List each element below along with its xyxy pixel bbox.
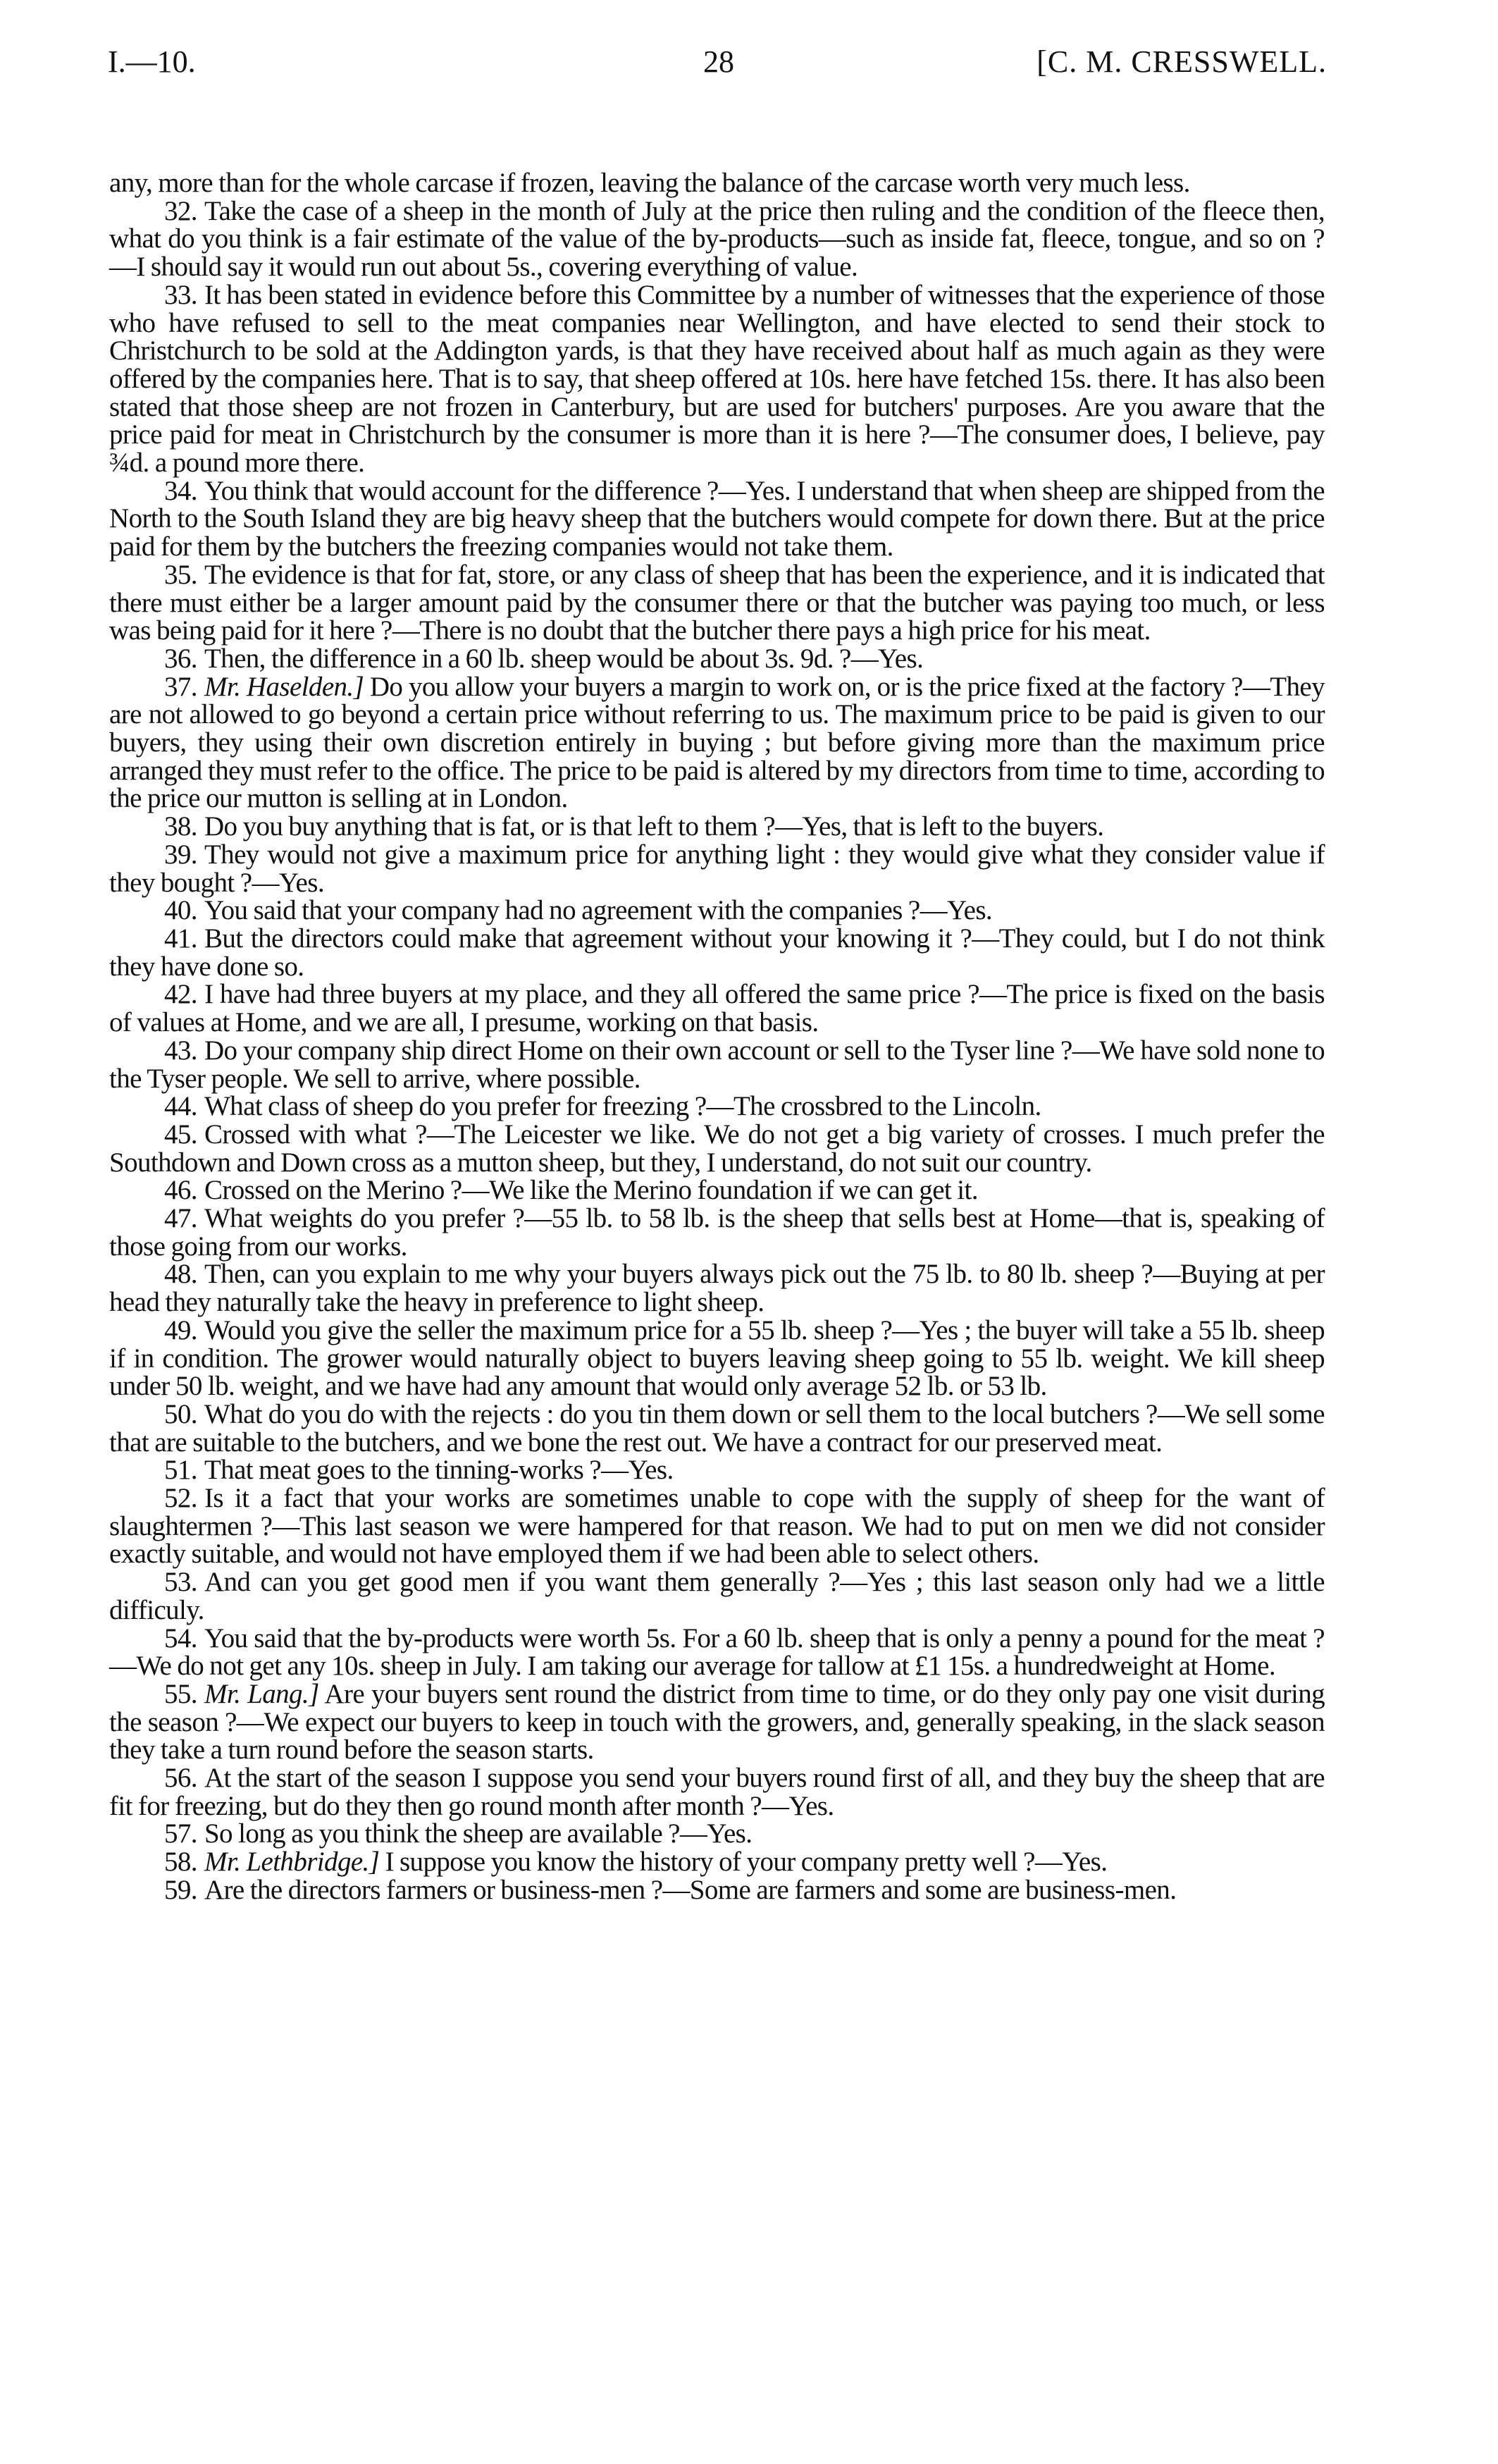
question-paragraph bbox=[109, 813, 1325, 841]
question-paragraph bbox=[109, 980, 1325, 1036]
question-text: At the start of the season I suppose you send your buyers round first of all, and they buy the sheep that are fit for freezing, but do they then go round month after month ?—Yes. bbox=[109, 1763, 1325, 1821]
question-number: 43. bbox=[164, 1035, 197, 1066]
question-number: 53. bbox=[164, 1567, 197, 1598]
question-text: What do you do with the rejects : do you tin them down or sell them to the local butchers ?—We sell some that are suitable to the butchers, and we bone the rest out. We have a contract for our preserved meat. bbox=[109, 1398, 1325, 1458]
question-paragraph bbox=[109, 1848, 1325, 1876]
question-number: 36. bbox=[164, 643, 197, 674]
question-text: I have had three buyers at my place, and they all offered the same price ?—The price is fixed on the basis of values at Home, and we are all, I presume, working on that basis. bbox=[109, 979, 1325, 1038]
page-number: 28 bbox=[703, 44, 734, 79]
question-number: 33. bbox=[164, 279, 197, 310]
question-paragraph bbox=[109, 1680, 1325, 1764]
question-text: But the directors could make that agreement without your knowing it ?—They could, but I do not think they have done so. bbox=[109, 923, 1325, 982]
page-header bbox=[108, 44, 1327, 86]
question-number: 51. bbox=[164, 1455, 197, 1486]
question-text: Do you allow your buyers a margin to work on, or is the price fixed at the factory ?—They are not allowed to go beyond a certain price without referring to us. The maximum price to be paid is given to our buyers, they using their own discretion entirely in buying ; but before giving more than the maximum price arranged they must refer to the office. The price to be paid is altered by my directors from time to time, according to the price our mutton is selling at in London. bbox=[109, 671, 1325, 814]
question-number: 34. bbox=[164, 475, 197, 506]
question-paragraph bbox=[109, 1037, 1325, 1092]
question-text: Are the directors farmers or business-men ?—Some are farmers and some are business-men. bbox=[204, 1874, 1177, 1905]
question-number: 52. bbox=[164, 1483, 197, 1514]
question-paragraph bbox=[109, 281, 1325, 477]
question-text: That meat goes to the tinning-works ?—Yes. bbox=[204, 1455, 674, 1486]
question-number: 54. bbox=[164, 1622, 197, 1653]
question-number: 41. bbox=[164, 923, 197, 954]
question-number: 48. bbox=[164, 1259, 197, 1290]
question-number: 35. bbox=[164, 559, 197, 590]
question-number: 32. bbox=[164, 195, 197, 226]
question-number: 57. bbox=[164, 1818, 197, 1849]
question-paragraph bbox=[109, 1484, 1325, 1568]
question-number: 55. bbox=[164, 1678, 197, 1709]
question-text: I suppose you know the history of your company pretty well ?—Yes. bbox=[385, 1847, 1108, 1878]
question-paragraph bbox=[109, 1820, 1325, 1848]
question-paragraph bbox=[109, 1205, 1325, 1260]
question-number: 45. bbox=[164, 1119, 197, 1150]
question-text: It has been stated in evidence before this Committee by a number of witnesses that the experience of those who have refused to sell to the meat companies near Wellington, and have elected to send their stock to Christchurch to be sold at the Addington yards, is that they have received about half as much again as they were offered by the companies here. That is to say, that sheep offered at 10s. here have fetched 15s. there. It has also been stated that those sheep are not frozen in Canterbury, but are used for butchers' purposes. Are you aware that the price paid for meat in Christchurch by the consumer is more than it is here ?—The consumer does, I believe, pay ¾d. a pound more there. bbox=[109, 279, 1325, 479]
question-text: They would not give a maximum price for anything light : they would give what they consider value if they bought ?—Yes. bbox=[109, 839, 1325, 898]
question-paragraph bbox=[109, 645, 1325, 673]
question-paragraph bbox=[109, 673, 1325, 813]
question-number: 49. bbox=[164, 1314, 197, 1345]
question-paragraph bbox=[109, 925, 1325, 980]
question-number: 58. bbox=[164, 1847, 197, 1878]
question-text: You think that would account for the difference ?—Yes. I understand that when sheep are shipped from the North to the South Island they are big heavy sheep that the butchers would compete for down there. But at the price paid for them by the butchers the freezing companies would not take them. bbox=[109, 475, 1325, 562]
question-paragraph bbox=[109, 1314, 1325, 1402]
question-number: 47. bbox=[164, 1203, 197, 1234]
question-number: 59. bbox=[164, 1874, 197, 1905]
question-number: 39. bbox=[164, 839, 197, 870]
question-text: Is it a fact that your works are sometimes unable to cope with the supply of sheep for the want of slaughtermen ?—This last season we were hampered for that reason. We had to put on men we did not consider exactly suitable, and would not have employed them if we had been able to select others. bbox=[109, 1483, 1325, 1570]
question-paragraph bbox=[109, 561, 1325, 645]
question-paragraph bbox=[109, 1568, 1325, 1624]
question-text: Crossed with what ?—The Leicester we like. We do not get a big variety of crosses. I much prefer the Southdown and Down cross as a mutton sheep, but they, I understand, do not suit our country. bbox=[109, 1119, 1325, 1178]
speaker-name: Mr. Lang.] bbox=[204, 1678, 319, 1709]
question-number: 50. bbox=[164, 1398, 197, 1429]
question-paragraph bbox=[109, 1176, 1325, 1205]
witness-name: [C. M. CRESSWELL. bbox=[1036, 44, 1327, 79]
question-text: Are your buyers sent round the district from time to time, or do they only pay one visit during the season ?—We expect our buyers to keep in touch with the growers, and, generally speaking, in the slack season they take a turn round before the season starts. bbox=[109, 1678, 1325, 1766]
document-body bbox=[109, 169, 1325, 1904]
question-paragraph bbox=[109, 1456, 1325, 1484]
question-text: Crossed on the Merino ?—We like the Merino foundation if we can get it. bbox=[204, 1175, 978, 1206]
question-text: Do you buy anything that is fat, or is that left to them ?—Yes, that is left to the buyers. bbox=[204, 811, 1104, 842]
question-number: 42. bbox=[164, 979, 197, 1010]
question-paragraph bbox=[109, 1092, 1325, 1121]
question-number: 46. bbox=[164, 1175, 197, 1206]
question-paragraph bbox=[109, 1622, 1325, 1682]
question-text: Do your company ship direct Home on their own account or sell to the Tyser line ?—We have sold none to the Tyser people. We sell to arrive, where possible. bbox=[109, 1035, 1325, 1094]
question-number: 38. bbox=[164, 811, 197, 842]
question-text: And can you get good men if you want them generally ?—Yes ; this last season only had we a little difficuly. bbox=[109, 1567, 1325, 1625]
question-text: Then, can you explain to me why your buyers always pick out the 75 lb. to 80 lb. sheep ?—Buying at per head they naturally take the heavy in preference to light sheep. bbox=[109, 1259, 1325, 1318]
question-number: 44. bbox=[164, 1091, 197, 1122]
speaker-name: Mr. Lethbridge.] bbox=[204, 1847, 380, 1878]
question-text: Then, the difference in a 60 lb. sheep would be about 3s. 9d. ?—Yes. bbox=[204, 643, 924, 674]
continuation-paragraph: any, more than for the whole carcase if frozen, leaving the balance of the carcase worth very much less. bbox=[109, 168, 1190, 198]
question-number: 37. bbox=[164, 671, 197, 702]
question-paragraph bbox=[109, 897, 1325, 925]
question-text: So long as you think the sheep are available ?—Yes. bbox=[204, 1818, 753, 1849]
question-number: 56. bbox=[164, 1763, 197, 1794]
question-paragraph bbox=[109, 1764, 1325, 1820]
question-text: What weights do you prefer ?—55 lb. to 58 lb. is the sheep that sells best at Home—that is, speaking of those going from our works. bbox=[109, 1203, 1325, 1262]
question-paragraph bbox=[109, 1400, 1325, 1456]
question-paragraph bbox=[109, 1876, 1325, 1904]
question-paragraph bbox=[109, 1260, 1325, 1316]
question-paragraph bbox=[109, 1121, 1325, 1176]
question-text: You said that your company had no agreement with the companies ?—Yes. bbox=[204, 895, 993, 926]
question-text: You said that the by-products were worth 5s. For a 60 lb. sheep that is only a penny a pound for the meat ?—We do not get any 10s. sheep in July. I am taking our average for tallow at £1 15s. a hundredweight at Home. bbox=[109, 1622, 1325, 1682]
question-paragraph bbox=[109, 477, 1325, 561]
document-reference: I.—10. bbox=[108, 44, 196, 79]
question-number: 40. bbox=[164, 895, 197, 926]
question-text: Take the case of a sheep in the month of July at the price then ruling and the condition of the fleece then, what do you think is a fair estimate of the value of the by-products—such as inside fat, fleece, tongue, and so on ?—I should say it would run out about 5s., covering everything of value. bbox=[109, 195, 1325, 283]
question-text: What class of sheep do you prefer for freezing ?—The crossbred to the Lincoln. bbox=[204, 1091, 1041, 1122]
question-paragraph bbox=[109, 197, 1325, 281]
question-paragraph bbox=[109, 841, 1325, 897]
speaker-name: Mr. Haselden.] bbox=[204, 671, 364, 702]
question-text: The evidence is that for fat, store, or any class of sheep that has been the experience, and it is indicated that there must either be a larger amount paid by the consumer there or that the butcher was paying too much, or less was being paid for it here ?—There is no doubt that the butcher there pays a high price for his meat. bbox=[109, 559, 1325, 646]
question-text: Would you give the seller the maximum price for a 55 lb. sheep ?—Yes ; the buyer will take a 55 lb. sheep if in condition. The grower would naturally object to buyers leaving sheep going to 55 lb. weight. We kill sheep under 50 lb. weight, and we have had any amount that would only average 52 lb. or 53 lb. bbox=[109, 1314, 1325, 1402]
